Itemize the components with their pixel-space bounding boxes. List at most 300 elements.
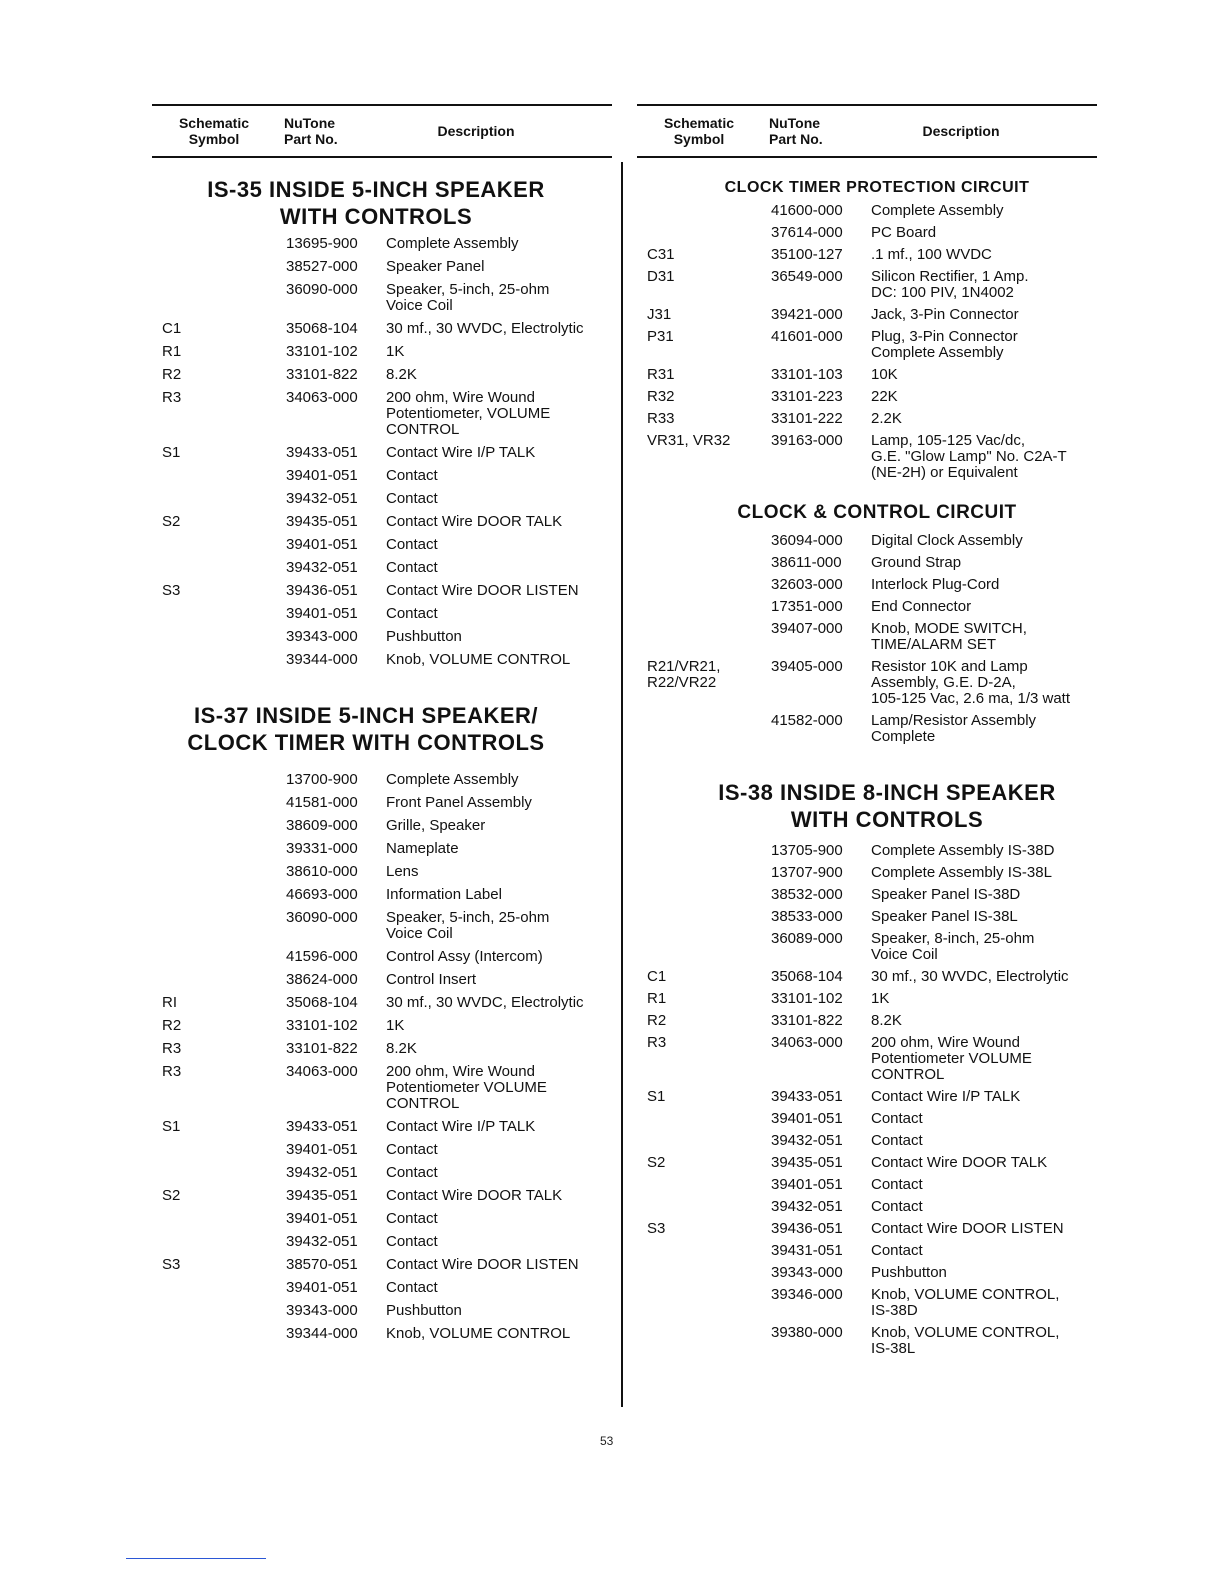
parts-row	[152, 236, 612, 252]
parts-row	[637, 1089, 1097, 1105]
parts-row	[637, 411, 1097, 427]
schematic-symbol	[637, 577, 771, 593]
description: Contact Wire DOOR TALK	[386, 1187, 563, 1204]
schematic-symbol: R33	[647, 410, 675, 427]
parts-row	[637, 1133, 1097, 1149]
schematic-symbol	[637, 203, 771, 219]
parts-row	[637, 367, 1097, 383]
parts-row	[152, 514, 612, 530]
parts-row	[637, 1035, 1097, 1083]
part-number: 39401-051	[286, 536, 358, 553]
part-number: 35068-104	[771, 968, 843, 985]
schematic-symbol: RI	[162, 994, 177, 1011]
parts-row	[152, 583, 612, 599]
table-header-right	[637, 106, 1097, 156]
schematic-symbol: R21/VR21, R22/VR22	[647, 658, 721, 691]
parts-row	[637, 931, 1097, 963]
schematic-symbol: D31	[647, 268, 675, 285]
parts-row	[637, 599, 1097, 615]
part-number: 39432-051	[771, 1132, 843, 1149]
parts-row	[152, 1064, 612, 1112]
part-number: 17351-000	[771, 598, 843, 615]
description: Silicon Rectifier, 1 Amp. DC: 100 PIV, 1N4002	[871, 268, 1029, 301]
part-number: 39380-000	[771, 1324, 843, 1341]
part-number: 39435-051	[771, 1154, 843, 1171]
description: 200 ohm, Wire Wound Potentiometer, VOLUME CONTROL	[386, 389, 551, 438]
schematic-symbol: S2	[162, 1187, 181, 1204]
description: Contact	[386, 1141, 438, 1158]
description: .1 mf., 100 WVDC	[871, 246, 992, 263]
description: Resistor 10K and Lamp Assembly, G.E. D-2A, 105-125 Vac, 2.6 ma, 1/3 watt	[871, 658, 1071, 707]
part-number: 33101-102	[286, 1017, 358, 1034]
parts-row	[152, 795, 612, 811]
schematic-symbol	[637, 1243, 771, 1259]
description: Digital Clock Assembly	[871, 532, 1023, 549]
description: Contact	[386, 1279, 438, 1296]
part-number: 39401-051	[771, 1176, 843, 1193]
parts-row	[152, 1165, 612, 1181]
part-number: 39435-051	[286, 513, 358, 530]
parts-row	[152, 1119, 612, 1135]
section-title-is38: IS-38 INSIDE 8-INCH SPEAKER WITH CONTROLS	[718, 780, 1056, 832]
section-is35-list	[152, 236, 612, 668]
part-number: 39435-051	[286, 1187, 358, 1204]
description: Contact Wire DOOR LISTEN	[386, 1256, 579, 1273]
part-number: 37614-000	[771, 224, 843, 241]
part-number: 46693-000	[286, 886, 358, 903]
schematic-symbol: R3	[162, 389, 182, 406]
description: Contact Wire I/P TALK	[386, 444, 536, 461]
parts-row	[152, 1326, 612, 1342]
part-number: 39431-051	[771, 1242, 843, 1259]
description: Jack, 3-Pin Connector	[871, 306, 1019, 323]
description: 2.2K	[871, 410, 902, 427]
section-clock-list	[637, 533, 1097, 745]
footer-link-underline	[126, 1558, 266, 1559]
parts-row	[152, 841, 612, 857]
part-number: 39343-000	[286, 1302, 358, 1319]
description: 1K	[871, 990, 890, 1007]
schematic-symbol	[637, 909, 771, 925]
description: End Connector	[871, 598, 972, 615]
description: Knob, MODE SWITCH, TIME/ALARM SET	[871, 620, 1027, 653]
table-header	[152, 106, 612, 156]
part-number: 39344-000	[286, 1325, 358, 1342]
schematic-symbol	[152, 949, 286, 965]
schematic-symbol	[637, 931, 771, 963]
part-number: 39331-000	[286, 840, 358, 857]
schematic-symbol	[152, 972, 286, 988]
parts-row	[152, 1234, 612, 1250]
section-protection-list	[637, 203, 1097, 481]
description: Control Assy (Intercom)	[386, 948, 543, 965]
part-number: 35068-104	[286, 994, 358, 1011]
part-number: 33101-822	[286, 366, 358, 383]
section-is37-list	[152, 772, 612, 1342]
part-number: 39401-051	[286, 1210, 358, 1227]
part-number: 38532-000	[771, 886, 843, 903]
parts-row	[152, 1257, 612, 1273]
schematic-symbol: R3	[647, 1034, 667, 1051]
parts-row	[152, 537, 612, 553]
parts-row	[637, 389, 1097, 405]
parts-row	[152, 560, 612, 576]
right-column	[637, 104, 1097, 1363]
parts-row	[152, 1041, 612, 1057]
part-number: 34063-000	[286, 389, 358, 406]
part-number: 33101-103	[771, 366, 843, 383]
header-part-right: NuTone Part No.	[769, 115, 823, 147]
description: Contact Wire DOOR TALK	[871, 1154, 1048, 1171]
parts-row	[152, 772, 612, 788]
parts-row	[637, 1325, 1097, 1357]
header-symbol-right: Schematic Symbol	[663, 115, 735, 147]
part-number: 39432-051	[286, 1233, 358, 1250]
description: Contact	[871, 1132, 923, 1149]
header-symbol: Schematic Symbol	[178, 115, 250, 147]
description: Lamp/Resistor Assembly Complete	[871, 712, 1037, 745]
schematic-symbol	[637, 843, 771, 859]
part-number: 39343-000	[771, 1264, 843, 1281]
description: Contact	[871, 1242, 923, 1259]
description: Contact	[386, 559, 438, 576]
schematic-symbol	[152, 818, 286, 834]
parts-row	[637, 659, 1097, 707]
part-number: 39407-000	[771, 620, 843, 637]
description: Plug, 3-Pin Connector Complete Assembly	[871, 328, 1018, 361]
part-number: 38527-000	[286, 258, 358, 275]
description: 22K	[871, 388, 898, 405]
header-description: Description	[437, 123, 515, 139]
description: Pushbutton	[386, 628, 462, 645]
schematic-symbol	[637, 1265, 771, 1281]
parts-row	[637, 713, 1097, 745]
schematic-symbol: VR31, VR32	[647, 432, 731, 449]
schematic-symbol	[637, 225, 771, 241]
description: Lens	[386, 863, 419, 880]
part-number: 39401-051	[286, 1141, 358, 1158]
schematic-symbol	[637, 713, 771, 745]
description: Contact	[871, 1198, 923, 1215]
parts-row	[152, 1280, 612, 1296]
description: Contact Wire DOOR LISTEN	[871, 1220, 1064, 1237]
schematic-symbol: S3	[647, 1220, 666, 1237]
description: Information Label	[386, 886, 502, 903]
part-number: 41596-000	[286, 948, 358, 965]
part-number: 35100-127	[771, 246, 843, 263]
description: Speaker Panel IS-38D	[871, 886, 1021, 903]
part-number: 38624-000	[286, 971, 358, 988]
parts-row	[152, 1142, 612, 1158]
schematic-symbol: R32	[647, 388, 675, 405]
part-number: 36094-000	[771, 532, 843, 549]
description: 8.2K	[386, 1040, 417, 1057]
schematic-symbol: S3	[162, 582, 181, 599]
schematic-symbol: S1	[162, 1118, 181, 1135]
description: Speaker Panel	[386, 258, 485, 275]
schematic-symbol	[152, 606, 286, 622]
schematic-symbol	[152, 468, 286, 484]
parts-row	[637, 533, 1097, 549]
part-number: 34063-000	[286, 1063, 358, 1080]
parts-row	[637, 555, 1097, 571]
part-number: 41601-000	[771, 328, 843, 345]
section-title-is35: IS-35 INSIDE 5-INCH SPEAKER WITH CONTROLS	[207, 177, 545, 229]
parts-row	[152, 652, 612, 668]
schematic-symbol: S1	[647, 1088, 666, 1105]
parts-row	[637, 225, 1097, 241]
header-rule-bottom	[152, 156, 612, 158]
description: Complete Assembly	[386, 771, 519, 788]
description: Contact	[386, 536, 438, 553]
description: Nameplate	[386, 840, 459, 857]
schematic-symbol: C1	[162, 320, 182, 337]
description: 1K	[386, 1017, 405, 1034]
parts-row	[637, 1221, 1097, 1237]
description: Contact	[871, 1110, 923, 1127]
description: Contact	[386, 1210, 438, 1227]
part-number: 41582-000	[771, 712, 843, 729]
schematic-symbol: C1	[647, 968, 667, 985]
parts-row	[152, 282, 612, 314]
schematic-symbol: S2	[162, 513, 181, 530]
schematic-symbol: R3	[162, 1040, 182, 1057]
header-description-right: Description	[922, 123, 1000, 139]
schematic-symbol: R1	[647, 990, 667, 1007]
parts-row	[152, 468, 612, 484]
part-number: 33101-822	[771, 1012, 843, 1029]
description: Contact	[871, 1176, 923, 1193]
part-number: 39436-051	[286, 582, 358, 599]
part-number: 38533-000	[771, 908, 843, 925]
schematic-symbol: C31	[647, 246, 675, 263]
schematic-symbol: R31	[647, 366, 675, 383]
parts-row	[152, 367, 612, 383]
schematic-symbol: R2	[162, 366, 182, 383]
description: Interlock Plug-Cord	[871, 576, 1000, 593]
part-number: 41600-000	[771, 202, 843, 219]
part-number: 38611-000	[771, 554, 842, 571]
description: 30 mf., 30 WVDC, Electrolytic	[386, 994, 584, 1011]
schematic-symbol: R3	[162, 1063, 182, 1080]
description: 1K	[386, 343, 405, 360]
part-number: 13695-900	[286, 235, 358, 252]
part-number: 13705-900	[771, 842, 843, 859]
part-number: 33101-222	[771, 410, 843, 427]
parts-row	[152, 818, 612, 834]
schematic-symbol: J31	[647, 306, 672, 323]
description: Contact Wire I/P TALK	[871, 1088, 1021, 1105]
description: Contact Wire I/P TALK	[386, 1118, 536, 1135]
description: Contact	[386, 1233, 438, 1250]
part-number: 39344-000	[286, 651, 358, 668]
part-number: 36089-000	[771, 930, 843, 947]
part-number: 13700-900	[286, 771, 358, 788]
schematic-symbol	[152, 795, 286, 811]
schematic-symbol	[152, 1165, 286, 1181]
schematic-symbol	[152, 864, 286, 880]
description: Contact	[386, 1164, 438, 1181]
part-number: 33101-223	[771, 388, 843, 405]
parts-row	[637, 577, 1097, 593]
part-number: 39433-051	[286, 1118, 358, 1135]
schematic-symbol	[152, 772, 286, 788]
parts-row	[637, 969, 1097, 985]
parts-row	[152, 864, 612, 880]
part-number: 38609-000	[286, 817, 358, 834]
description: Knob, VOLUME CONTROL	[386, 651, 571, 668]
parts-row	[637, 991, 1097, 1007]
schematic-symbol	[637, 533, 771, 549]
description: Pushbutton	[386, 1302, 462, 1319]
parts-row	[152, 1211, 612, 1227]
description: 8.2K	[871, 1012, 902, 1029]
part-number: 38570-051	[286, 1256, 358, 1273]
parts-row	[152, 259, 612, 275]
part-number: 39432-051	[286, 559, 358, 576]
schematic-symbol	[637, 1177, 771, 1193]
description: 200 ohm, Wire Wound Potentiometer VOLUME CONTROL	[386, 1063, 547, 1112]
part-number: 39433-051	[771, 1088, 843, 1105]
parts-row	[637, 621, 1097, 653]
description: Knob, VOLUME CONTROL	[386, 1325, 571, 1342]
schematic-symbol	[152, 491, 286, 507]
description: 200 ohm, Wire Wound Potentiometer VOLUME CONTROL	[871, 1034, 1032, 1083]
schematic-symbol	[152, 629, 286, 645]
schematic-symbol: S1	[162, 444, 181, 461]
part-number: 36090-000	[286, 281, 358, 298]
parts-row	[152, 1018, 612, 1034]
part-number: 39432-051	[771, 1198, 843, 1215]
parts-row	[637, 433, 1097, 481]
part-number: 32603-000	[771, 576, 843, 593]
schematic-symbol	[152, 560, 286, 576]
schematic-symbol: R2	[162, 1017, 182, 1034]
parts-row	[637, 865, 1097, 881]
part-number: 39432-051	[286, 490, 358, 507]
parts-row	[637, 1111, 1097, 1127]
description: Speaker, 5-inch, 25-ohm Voice Coil	[386, 281, 550, 314]
description: Speaker Panel IS-38L	[871, 908, 1018, 925]
part-number: 39346-000	[771, 1286, 843, 1303]
parts-row	[152, 949, 612, 965]
part-number: 39405-000	[771, 658, 843, 675]
parts-row	[152, 606, 612, 622]
schematic-symbol: R1	[162, 343, 182, 360]
section-is38-list	[637, 843, 1097, 1357]
description: Contact Wire DOOR TALK	[386, 513, 563, 530]
parts-row	[152, 491, 612, 507]
schematic-symbol: S2	[647, 1154, 666, 1171]
parts-row	[637, 307, 1097, 323]
part-number: 39436-051	[771, 1220, 843, 1237]
schematic-symbol	[152, 1234, 286, 1250]
parts-row	[637, 1287, 1097, 1319]
description: Control Insert	[386, 971, 477, 988]
description: 30 mf., 30 WVDC, Electrolytic	[871, 968, 1069, 985]
schematic-symbol	[152, 537, 286, 553]
description: Complete Assembly	[871, 202, 1004, 219]
schematic-symbol	[152, 841, 286, 857]
description: Speaker, 5-inch, 25-ohm Voice Coil	[386, 909, 550, 942]
parts-row	[152, 887, 612, 903]
schematic-symbol	[637, 1111, 771, 1127]
part-number: 39432-051	[286, 1164, 358, 1181]
left-column	[152, 104, 612, 1349]
part-number: 39421-000	[771, 306, 843, 323]
parts-row	[152, 321, 612, 337]
description: Speaker, 8-inch, 25-ohm Voice Coil	[871, 930, 1035, 963]
schematic-symbol	[152, 282, 286, 314]
schematic-symbol	[152, 1211, 286, 1227]
parts-row	[152, 1303, 612, 1319]
part-number: 39401-051	[286, 605, 358, 622]
section-title-protection: CLOCK TIMER PROTECTION CIRCUIT	[724, 179, 1030, 196]
part-number: 39433-051	[286, 444, 358, 461]
header-part: NuTone Part No.	[284, 115, 338, 147]
header-rule-bottom-right	[637, 156, 1097, 158]
schematic-symbol	[637, 865, 771, 881]
page-number: 53	[600, 1434, 614, 1448]
part-number: 33101-822	[286, 1040, 358, 1057]
schematic-symbol: P31	[647, 328, 674, 345]
description: Contact	[386, 490, 438, 507]
parts-row	[637, 887, 1097, 903]
schematic-symbol	[152, 1280, 286, 1296]
parts-row	[637, 329, 1097, 361]
parts-row	[637, 1013, 1097, 1029]
parts-row	[152, 629, 612, 645]
schematic-symbol: R2	[647, 1012, 667, 1029]
part-number: 41581-000	[286, 794, 358, 811]
description: 30 mf., 30 WVDC, Electrolytic	[386, 320, 584, 337]
schematic-symbol	[152, 887, 286, 903]
parts-row	[637, 1155, 1097, 1171]
part-number: 33101-102	[771, 990, 843, 1007]
part-number: 33101-102	[286, 343, 358, 360]
parts-row	[152, 972, 612, 988]
parts-row	[152, 1188, 612, 1204]
part-number: 36549-000	[771, 268, 843, 285]
description: Grille, Speaker	[386, 817, 486, 834]
parts-row	[637, 843, 1097, 859]
part-number: 13707-900	[771, 864, 843, 881]
description: Complete Assembly IS-38D	[871, 842, 1055, 859]
schematic-symbol	[152, 1142, 286, 1158]
schematic-symbol	[637, 555, 771, 571]
schematic-symbol	[152, 1326, 286, 1342]
parts-row	[637, 1199, 1097, 1215]
parts-row	[637, 909, 1097, 925]
schematic-symbol	[637, 1133, 771, 1149]
description: Complete Assembly	[386, 235, 519, 252]
schematic-symbol: S3	[162, 1256, 181, 1273]
description: Contact Wire DOOR LISTEN	[386, 582, 579, 599]
column-divider	[621, 162, 623, 1407]
part-number: 35068-104	[286, 320, 358, 337]
schematic-symbol	[637, 599, 771, 615]
schematic-symbol	[637, 1325, 771, 1357]
description: Knob, VOLUME CONTROL, IS-38L	[871, 1324, 1060, 1357]
description: Contact	[386, 467, 438, 484]
description: Ground Strap	[871, 554, 962, 571]
schematic-symbol	[152, 236, 286, 252]
parts-row	[637, 247, 1097, 263]
parts-row	[637, 203, 1097, 219]
parts-row	[152, 910, 612, 942]
schematic-symbol	[152, 1303, 286, 1319]
description: Lamp, 105-125 Vac/dc, G.E. "Glow Lamp" No. C2A-T (NE-2H) or Equivalent	[871, 432, 1067, 481]
